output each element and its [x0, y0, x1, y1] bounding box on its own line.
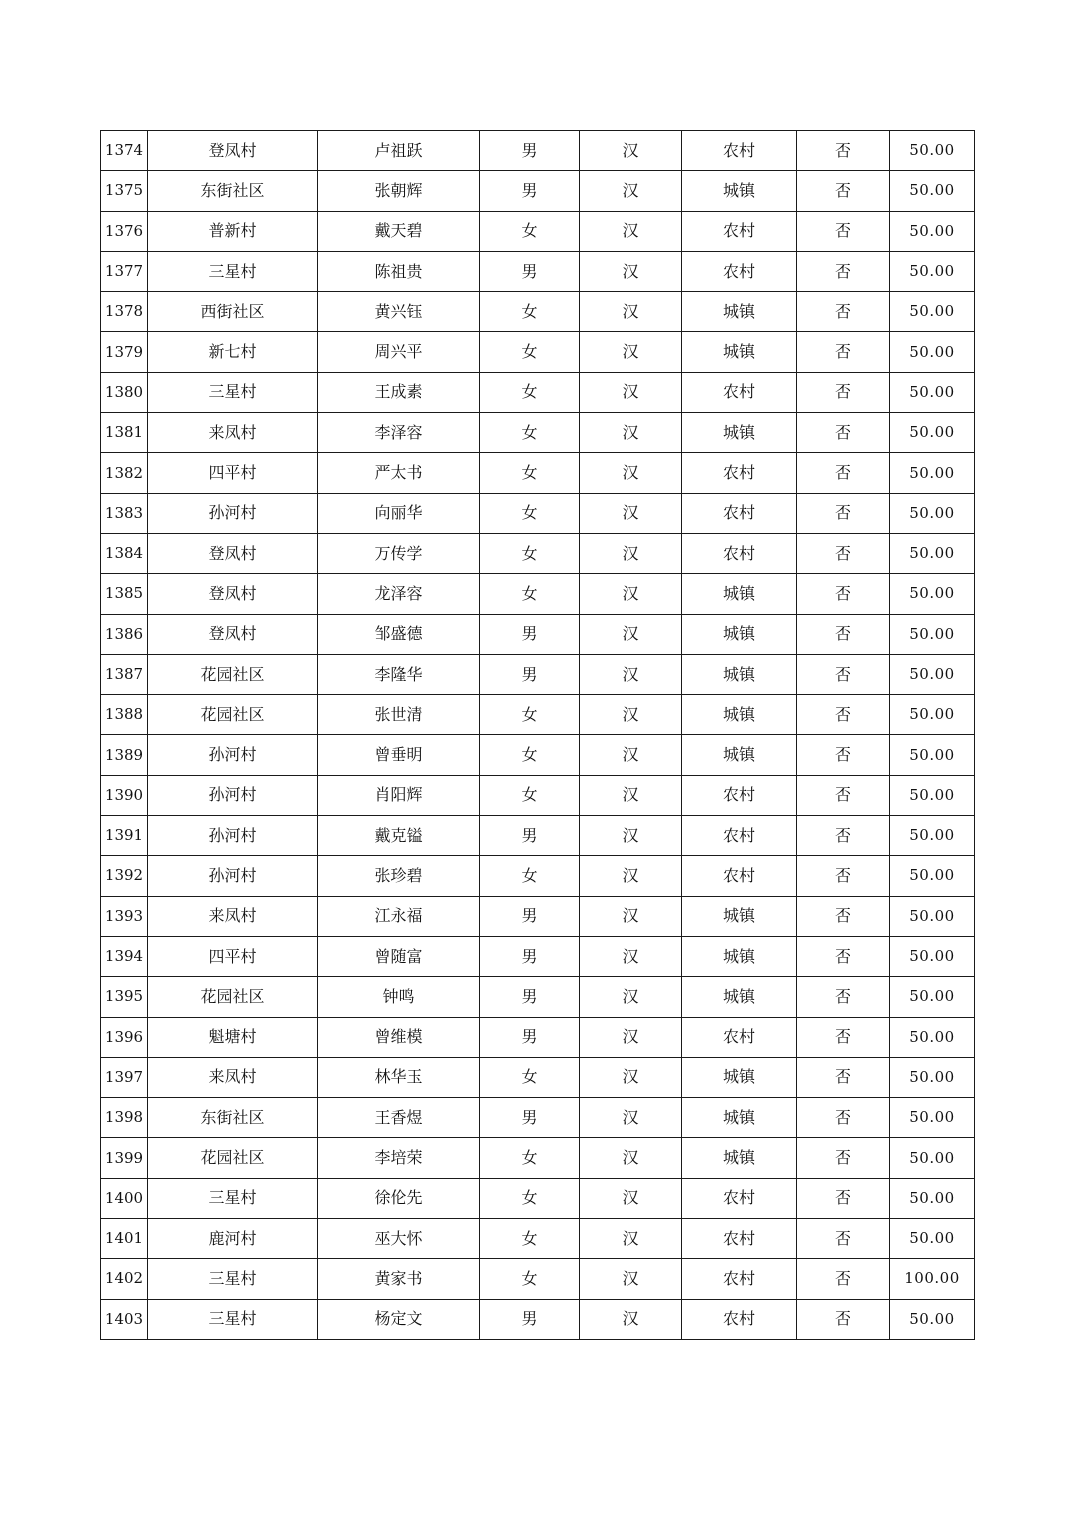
status-flag-cell: 否: [797, 1219, 890, 1259]
row-number-cell: 1390: [101, 775, 148, 815]
status-flag-cell: 否: [797, 735, 890, 775]
row-number-cell: 1403: [101, 1299, 148, 1339]
ethnicity-cell: 汉: [580, 816, 682, 856]
residence-type-cell: 城镇: [682, 1098, 797, 1138]
gender-cell: 女: [480, 533, 580, 573]
row-number-cell: 1398: [101, 1098, 148, 1138]
row-number-cell: 1379: [101, 332, 148, 372]
person-name-cell: 曾维模: [318, 1017, 480, 1057]
table-row: [101, 372, 975, 412]
table-row: [101, 1178, 975, 1218]
row-number-cell: 1392: [101, 856, 148, 896]
row-number-cell: 1375: [101, 171, 148, 211]
table-row: [101, 936, 975, 976]
ethnicity-cell: 汉: [580, 413, 682, 453]
status-flag-cell: 否: [797, 856, 890, 896]
gender-cell: 男: [480, 251, 580, 291]
status-flag-cell: 否: [797, 1259, 890, 1299]
amount-cell: 50.00: [890, 533, 975, 573]
amount-cell: 50.00: [890, 1057, 975, 1097]
table-row: [101, 453, 975, 493]
row-number-cell: 1380: [101, 372, 148, 412]
row-number-cell: 1374: [101, 131, 148, 171]
row-number-cell: 1383: [101, 493, 148, 533]
person-name-cell: 曾随富: [318, 936, 480, 976]
gender-cell: 男: [480, 1299, 580, 1339]
roster-body: [101, 131, 975, 1340]
amount-cell: 50.00: [890, 413, 975, 453]
village-name-cell: 花园社区: [148, 1138, 318, 1178]
row-number-cell: 1395: [101, 977, 148, 1017]
person-name-cell: 周兴平: [318, 332, 480, 372]
ethnicity-cell: 汉: [580, 1299, 682, 1339]
amount-cell: 50.00: [890, 896, 975, 936]
ethnicity-cell: 汉: [580, 1219, 682, 1259]
table-row: [101, 1219, 975, 1259]
gender-cell: 女: [480, 856, 580, 896]
ethnicity-cell: 汉: [580, 211, 682, 251]
ethnicity-cell: 汉: [580, 856, 682, 896]
residence-type-cell: 城镇: [682, 171, 797, 211]
village-name-cell: 来凤村: [148, 1057, 318, 1097]
village-name-cell: 西街社区: [148, 292, 318, 332]
residence-type-cell: 农村: [682, 372, 797, 412]
village-name-cell: 三星村: [148, 1178, 318, 1218]
table-row: [101, 574, 975, 614]
amount-cell: 50.00: [890, 977, 975, 1017]
village-name-cell: 孙河村: [148, 856, 318, 896]
gender-cell: 女: [480, 735, 580, 775]
table-row: [101, 413, 975, 453]
gender-cell: 男: [480, 614, 580, 654]
ethnicity-cell: 汉: [580, 614, 682, 654]
residence-type-cell: 城镇: [682, 332, 797, 372]
gender-cell: 女: [480, 332, 580, 372]
row-number-cell: 1376: [101, 211, 148, 251]
amount-cell: 50.00: [890, 1017, 975, 1057]
row-number-cell: 1399: [101, 1138, 148, 1178]
residence-type-cell: 农村: [682, 1299, 797, 1339]
residence-type-cell: 农村: [682, 251, 797, 291]
person-name-cell: 江永福: [318, 896, 480, 936]
person-name-cell: 严太书: [318, 453, 480, 493]
gender-cell: 男: [480, 654, 580, 694]
person-name-cell: 戴天碧: [318, 211, 480, 251]
residence-type-cell: 农村: [682, 453, 797, 493]
row-number-cell: 1394: [101, 936, 148, 976]
amount-cell: 50.00: [890, 695, 975, 735]
person-name-cell: 张珍碧: [318, 856, 480, 896]
table-row: [101, 775, 975, 815]
row-number-cell: 1396: [101, 1017, 148, 1057]
status-flag-cell: 否: [797, 936, 890, 976]
amount-cell: 50.00: [890, 332, 975, 372]
person-name-cell: 张世清: [318, 695, 480, 735]
village-name-cell: 花园社区: [148, 977, 318, 1017]
table-row: [101, 735, 975, 775]
village-name-cell: 鹿河村: [148, 1219, 318, 1259]
amount-cell: 50.00: [890, 171, 975, 211]
residence-type-cell: 城镇: [682, 1057, 797, 1097]
gender-cell: 男: [480, 896, 580, 936]
table-row: [101, 332, 975, 372]
residence-type-cell: 农村: [682, 775, 797, 815]
amount-cell: 50.00: [890, 856, 975, 896]
status-flag-cell: 否: [797, 533, 890, 573]
village-name-cell: 孙河村: [148, 493, 318, 533]
residence-type-cell: 城镇: [682, 735, 797, 775]
village-name-cell: 孙河村: [148, 816, 318, 856]
ethnicity-cell: 汉: [580, 493, 682, 533]
residence-type-cell: 农村: [682, 533, 797, 573]
ethnicity-cell: 汉: [580, 533, 682, 573]
residence-type-cell: 农村: [682, 816, 797, 856]
status-flag-cell: 否: [797, 1057, 890, 1097]
gender-cell: 女: [480, 292, 580, 332]
table-row: [101, 856, 975, 896]
amount-cell: 50.00: [890, 453, 975, 493]
gender-cell: 男: [480, 936, 580, 976]
amount-cell: 50.00: [890, 735, 975, 775]
amount-cell: 50.00: [890, 775, 975, 815]
table-row: [101, 292, 975, 332]
residence-type-cell: 农村: [682, 1017, 797, 1057]
status-flag-cell: 否: [797, 493, 890, 533]
table-row: [101, 171, 975, 211]
ethnicity-cell: 汉: [580, 1178, 682, 1218]
status-flag-cell: 否: [797, 654, 890, 694]
gender-cell: 男: [480, 1098, 580, 1138]
ethnicity-cell: 汉: [580, 896, 682, 936]
person-name-cell: 李培荣: [318, 1138, 480, 1178]
row-number-cell: 1377: [101, 251, 148, 291]
table-row: [101, 493, 975, 533]
residence-type-cell: 城镇: [682, 695, 797, 735]
gender-cell: 女: [480, 1138, 580, 1178]
residence-type-cell: 城镇: [682, 1138, 797, 1178]
gender-cell: 女: [480, 775, 580, 815]
village-name-cell: 登凤村: [148, 614, 318, 654]
table-row: [101, 1299, 975, 1339]
residence-type-cell: 农村: [682, 131, 797, 171]
person-name-cell: 林华玉: [318, 1057, 480, 1097]
table-row: [101, 1017, 975, 1057]
status-flag-cell: 否: [797, 1299, 890, 1339]
village-name-cell: 三星村: [148, 372, 318, 412]
residence-type-cell: 城镇: [682, 574, 797, 614]
table-row: [101, 654, 975, 694]
village-name-cell: 三星村: [148, 251, 318, 291]
village-name-cell: 新七村: [148, 332, 318, 372]
gender-cell: 女: [480, 1219, 580, 1259]
ethnicity-cell: 汉: [580, 977, 682, 1017]
ethnicity-cell: 汉: [580, 1259, 682, 1299]
village-name-cell: 三星村: [148, 1299, 318, 1339]
status-flag-cell: 否: [797, 1138, 890, 1178]
village-name-cell: 孙河村: [148, 775, 318, 815]
village-name-cell: 四平村: [148, 453, 318, 493]
table-row: [101, 1259, 975, 1299]
village-name-cell: 三星村: [148, 1259, 318, 1299]
table-row: [101, 251, 975, 291]
ethnicity-cell: 汉: [580, 735, 682, 775]
status-flag-cell: 否: [797, 292, 890, 332]
person-name-cell: 李隆华: [318, 654, 480, 694]
ethnicity-cell: 汉: [580, 292, 682, 332]
village-name-cell: 孙河村: [148, 735, 318, 775]
status-flag-cell: 否: [797, 453, 890, 493]
gender-cell: 女: [480, 1057, 580, 1097]
row-number-cell: 1402: [101, 1259, 148, 1299]
village-name-cell: 花园社区: [148, 654, 318, 694]
person-name-cell: 向丽华: [318, 493, 480, 533]
village-name-cell: 登凤村: [148, 574, 318, 614]
ethnicity-cell: 汉: [580, 1138, 682, 1178]
village-name-cell: 四平村: [148, 936, 318, 976]
gender-cell: 女: [480, 1259, 580, 1299]
table-row: [101, 614, 975, 654]
status-flag-cell: 否: [797, 372, 890, 412]
person-name-cell: 龙泽容: [318, 574, 480, 614]
person-name-cell: 肖阳辉: [318, 775, 480, 815]
status-flag-cell: 否: [797, 251, 890, 291]
table-row: [101, 977, 975, 1017]
person-name-cell: 钟鸣: [318, 977, 480, 1017]
ethnicity-cell: 汉: [580, 574, 682, 614]
table-row: [101, 1057, 975, 1097]
row-number-cell: 1393: [101, 896, 148, 936]
ethnicity-cell: 汉: [580, 936, 682, 976]
village-name-cell: 登凤村: [148, 533, 318, 573]
table-row: [101, 695, 975, 735]
gender-cell: 女: [480, 1178, 580, 1218]
status-flag-cell: 否: [797, 131, 890, 171]
amount-cell: 50.00: [890, 251, 975, 291]
status-flag-cell: 否: [797, 896, 890, 936]
gender-cell: 女: [480, 372, 580, 412]
person-name-cell: 陈祖贵: [318, 251, 480, 291]
gender-cell: 男: [480, 131, 580, 171]
ethnicity-cell: 汉: [580, 695, 682, 735]
ethnicity-cell: 汉: [580, 372, 682, 412]
gender-cell: 男: [480, 816, 580, 856]
person-name-cell: 邹盛德: [318, 614, 480, 654]
row-number-cell: 1388: [101, 695, 148, 735]
person-name-cell: 万传学: [318, 533, 480, 573]
gender-cell: 男: [480, 1017, 580, 1057]
status-flag-cell: 否: [797, 977, 890, 1017]
table-row: [101, 533, 975, 573]
status-flag-cell: 否: [797, 614, 890, 654]
gender-cell: 男: [480, 171, 580, 211]
amount-cell: 100.00: [890, 1259, 975, 1299]
status-flag-cell: 否: [797, 816, 890, 856]
ethnicity-cell: 汉: [580, 251, 682, 291]
row-number-cell: 1382: [101, 453, 148, 493]
village-name-cell: 来凤村: [148, 896, 318, 936]
amount-cell: 50.00: [890, 1299, 975, 1339]
residence-type-cell: 农村: [682, 493, 797, 533]
status-flag-cell: 否: [797, 574, 890, 614]
person-name-cell: 张朝辉: [318, 171, 480, 211]
amount-cell: 50.00: [890, 211, 975, 251]
table-row: [101, 1138, 975, 1178]
table-row: [101, 896, 975, 936]
status-flag-cell: 否: [797, 1098, 890, 1138]
person-name-cell: 李泽容: [318, 413, 480, 453]
row-number-cell: 1386: [101, 614, 148, 654]
person-name-cell: 杨定文: [318, 1299, 480, 1339]
residence-type-cell: 农村: [682, 856, 797, 896]
gender-cell: 女: [480, 493, 580, 533]
village-name-cell: 花园社区: [148, 695, 318, 735]
status-flag-cell: 否: [797, 1017, 890, 1057]
amount-cell: 50.00: [890, 372, 975, 412]
ethnicity-cell: 汉: [580, 171, 682, 211]
ethnicity-cell: 汉: [580, 1057, 682, 1097]
row-number-cell: 1401: [101, 1219, 148, 1259]
row-number-cell: 1400: [101, 1178, 148, 1218]
gender-cell: 女: [480, 695, 580, 735]
amount-cell: 50.00: [890, 614, 975, 654]
person-name-cell: 徐伦先: [318, 1178, 480, 1218]
amount-cell: 50.00: [890, 936, 975, 976]
amount-cell: 50.00: [890, 131, 975, 171]
residence-type-cell: 农村: [682, 1219, 797, 1259]
residence-type-cell: 城镇: [682, 654, 797, 694]
amount-cell: 50.00: [890, 1178, 975, 1218]
ethnicity-cell: 汉: [580, 654, 682, 694]
amount-cell: 50.00: [890, 292, 975, 332]
residence-type-cell: 城镇: [682, 896, 797, 936]
row-number-cell: 1378: [101, 292, 148, 332]
residence-type-cell: 农村: [682, 1259, 797, 1299]
amount-cell: 50.00: [890, 816, 975, 856]
row-number-cell: 1381: [101, 413, 148, 453]
person-name-cell: 戴克镒: [318, 816, 480, 856]
residence-type-cell: 农村: [682, 211, 797, 251]
ethnicity-cell: 汉: [580, 775, 682, 815]
residence-type-cell: 城镇: [682, 614, 797, 654]
status-flag-cell: 否: [797, 413, 890, 453]
person-name-cell: 曾垂明: [318, 735, 480, 775]
residence-type-cell: 城镇: [682, 936, 797, 976]
status-flag-cell: 否: [797, 332, 890, 372]
gender-cell: 女: [480, 574, 580, 614]
status-flag-cell: 否: [797, 211, 890, 251]
gender-cell: 女: [480, 211, 580, 251]
amount-cell: 50.00: [890, 1219, 975, 1259]
status-flag-cell: 否: [797, 695, 890, 735]
row-number-cell: 1384: [101, 533, 148, 573]
village-name-cell: 东街社区: [148, 171, 318, 211]
village-name-cell: 登凤村: [148, 131, 318, 171]
table-row: [101, 816, 975, 856]
ethnicity-cell: 汉: [580, 453, 682, 493]
ethnicity-cell: 汉: [580, 1098, 682, 1138]
village-name-cell: 魁塘村: [148, 1017, 318, 1057]
gender-cell: 女: [480, 453, 580, 493]
residence-type-cell: 城镇: [682, 977, 797, 1017]
residence-type-cell: 城镇: [682, 413, 797, 453]
roster-table: [100, 130, 975, 1340]
ethnicity-cell: 汉: [580, 131, 682, 171]
row-number-cell: 1391: [101, 816, 148, 856]
village-name-cell: 普新村: [148, 211, 318, 251]
row-number-cell: 1387: [101, 654, 148, 694]
status-flag-cell: 否: [797, 171, 890, 211]
person-name-cell: 黄家书: [318, 1259, 480, 1299]
person-name-cell: 王香煜: [318, 1098, 480, 1138]
village-name-cell: 东街社区: [148, 1098, 318, 1138]
person-name-cell: 卢祖跃: [318, 131, 480, 171]
table-row: [101, 211, 975, 251]
row-number-cell: 1397: [101, 1057, 148, 1097]
person-name-cell: 黄兴钰: [318, 292, 480, 332]
amount-cell: 50.00: [890, 654, 975, 694]
amount-cell: 50.00: [890, 574, 975, 614]
amount-cell: 50.00: [890, 1098, 975, 1138]
ethnicity-cell: 汉: [580, 1017, 682, 1057]
status-flag-cell: 否: [797, 775, 890, 815]
table-row: [101, 131, 975, 171]
gender-cell: 男: [480, 977, 580, 1017]
table-row: [101, 1098, 975, 1138]
row-number-cell: 1385: [101, 574, 148, 614]
gender-cell: 女: [480, 413, 580, 453]
row-number-cell: 1389: [101, 735, 148, 775]
residence-type-cell: 农村: [682, 1178, 797, 1218]
residence-type-cell: 城镇: [682, 292, 797, 332]
ethnicity-cell: 汉: [580, 332, 682, 372]
status-flag-cell: 否: [797, 1178, 890, 1218]
person-name-cell: 巫大怀: [318, 1219, 480, 1259]
amount-cell: 50.00: [890, 1138, 975, 1178]
amount-cell: 50.00: [890, 493, 975, 533]
village-name-cell: 来凤村: [148, 413, 318, 453]
person-name-cell: 王成素: [318, 372, 480, 412]
